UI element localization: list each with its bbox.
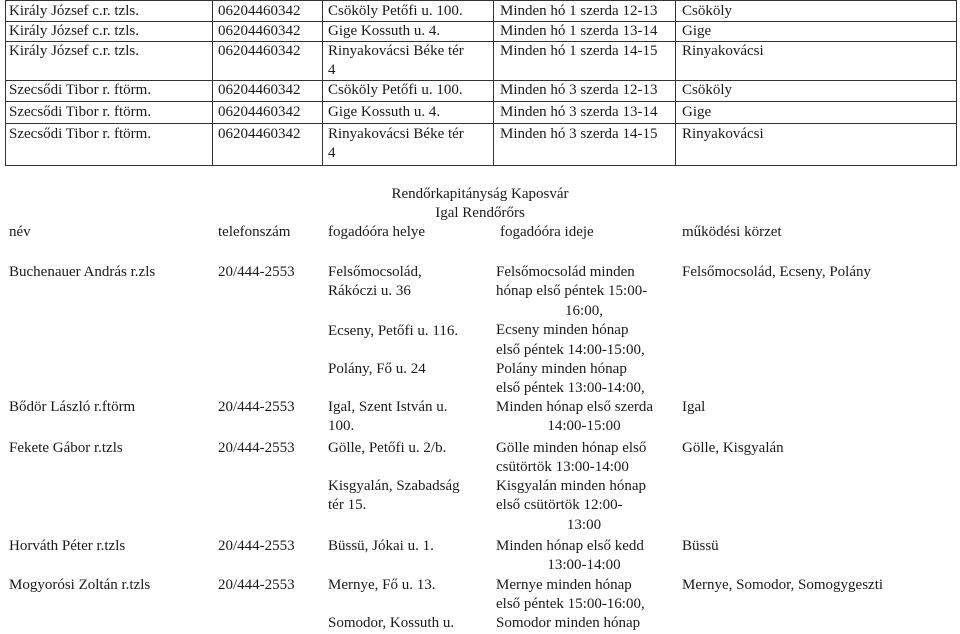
officer-place: Rákóczi u. 36 [328,283,411,299]
cell-time: Minden hó 3 szerda 14-15 [500,126,658,142]
officer-place: tér 15. [328,497,367,513]
cell-name: Szecsődi Tibor r. ftörm. [9,126,152,142]
officer-time: Ecseny minden hónap [496,322,629,338]
officer-place: Mernye, Fő u. 13. [328,577,436,593]
cell-name: Király József c.r. tzls. [9,3,139,19]
cell-phone: 06204460342 [218,104,301,120]
section-title: Rendőrkapitányság Kaposvár [391,186,569,202]
table-rule [5,41,956,42]
table-rule [493,0,494,166]
table-rule [5,21,956,22]
officer-time: Kisgyalán minden hónap [496,478,646,494]
table-rule [5,0,6,166]
officer-time: hónap első péntek 15:00- [496,283,648,299]
officer-time: Polány minden hónap [496,361,627,377]
header-name: név [9,224,31,240]
officer-time: Mernye minden hónap [496,577,632,593]
officer-place: 100. [328,418,355,434]
cell-phone: 06204460342 [218,3,301,19]
officer-time: Gölle minden hónap első [496,440,647,456]
table-rule [5,101,956,102]
cell-phone: 06204460342 [218,23,301,39]
cell-phone: 06204460342 [218,82,301,98]
cell-district: Rinyakovácsi [682,126,764,142]
cell-phone: 06204460342 [218,126,301,142]
officer-time: első péntek 14:00-15:00, [496,342,645,358]
cell-name: Király József c.r. tzls. [9,23,139,39]
table-rule [322,0,323,166]
cell-place: Csököly Petőfi u. 100. [328,3,463,19]
header-place: fogadóóra helye [328,224,426,240]
officer-time: 13:00-14:00 [547,557,621,573]
officer-time: Minden hónap első szerda [496,399,654,415]
officer-phone: 20/444-2553 [218,538,295,554]
officer-name: Buchenauer András r.zls [9,264,156,280]
cell-place: Gige Kossuth u. 4. [328,23,441,39]
officer-time: csütörtök 13:00-14:00 [496,459,629,475]
cell-place: 4 [328,62,336,78]
cell-time: Minden hó 3 szerda 12-13 [500,82,658,98]
table-rule [5,0,956,1]
officer-time: első csütörtök 12:00- [496,497,623,513]
officer-phone: 20/444-2553 [218,440,295,456]
header-phone: telefonszám [218,224,291,240]
cell-place: Rinyakovácsi Béke tér [328,43,464,59]
cell-time: Minden hó 3 szerda 13-14 [500,104,658,120]
cell-place: Rinyakovácsi Béke tér [328,126,464,142]
table-rule [212,0,213,166]
officer-phone: 20/444-2553 [218,399,295,415]
officer-place: Polány, Fő u. 24 [328,361,426,377]
header-district: működési körzet [682,224,782,240]
table-rule [956,0,957,166]
officer-place: Büssü, Jókai u. 1. [328,538,434,554]
cell-district: Gige [682,104,712,120]
officer-name: Mogyorósi Zoltán r.tzls [9,577,151,593]
officer-time: 16:00, [565,303,603,319]
officer-place: Kisgyalán, Szabadság [328,478,460,494]
table-rule [5,165,956,166]
cell-district: Csököly [682,82,733,98]
officer-district: Büssü [682,538,719,554]
officer-time: 13:00 [566,517,602,533]
officer-place: Felsőmocsolád, [328,264,422,280]
officer-name: Horváth Péter r.tzls [9,538,126,554]
officer-place: Ecseny, Petőfi u. 116. [328,323,459,339]
officer-phone: 20/444-2553 [218,264,295,280]
cell-time: Minden hó 1 szerda 13-14 [500,23,658,39]
officer-district: Mernye, Somodor, Somogygeszti [682,577,884,593]
cell-time: Minden hó 1 szerda 14-15 [500,43,658,59]
cell-place: Csököly Petőfi u. 100. [328,82,463,98]
officer-district: Felsőmocsolád, Ecseny, Polány [682,264,872,280]
cell-place: 4 [328,145,336,161]
officer-place: Gölle, Petőfi u. 2/b. [328,440,447,456]
officer-name: Fekete Gábor r.tzls [9,440,123,456]
officer-phone: 20/444-2553 [218,577,295,593]
cell-district: Csököly [682,3,733,19]
officer-district: Gölle, Kisgyalán [682,440,784,456]
cell-name: Szecsődi Tibor r. ftörm. [9,104,152,120]
table-rule [675,0,676,166]
officer-name: Bődör László r.ftörm [9,399,136,415]
officer-time: első péntek 13:00-14:00, [496,380,645,396]
cell-place: Gige Kossuth u. 4. [328,104,441,120]
officer-time: első péntek 15:00-16:00, [496,596,645,612]
cell-district: Gige [682,23,712,39]
section-subtitle: Igal Rendőrőrs [435,205,525,221]
cell-time: Minden hó 1 szerda 12-13 [500,3,658,19]
officer-time: Minden hónap első kedd [496,538,644,554]
cell-name: Király József c.r. tzls. [9,43,139,59]
officer-place: Igal, Szent István u. [328,399,448,415]
table-rule [5,123,956,124]
officer-place: Somodor, Kossuth u. [328,615,455,631]
cell-district: Rinyakovácsi [682,43,764,59]
officer-time: Felsőmocsolád minden [496,264,635,280]
header-time: fogadóóra ideje [500,224,594,240]
officer-time: 14:00-15:00 [547,418,621,434]
officer-time: Somodor minden hónap [496,615,641,631]
cell-phone: 06204460342 [218,43,301,59]
cell-name: Szecsődi Tibor r. ftörm. [9,82,152,98]
officer-district: Igal [682,399,706,415]
